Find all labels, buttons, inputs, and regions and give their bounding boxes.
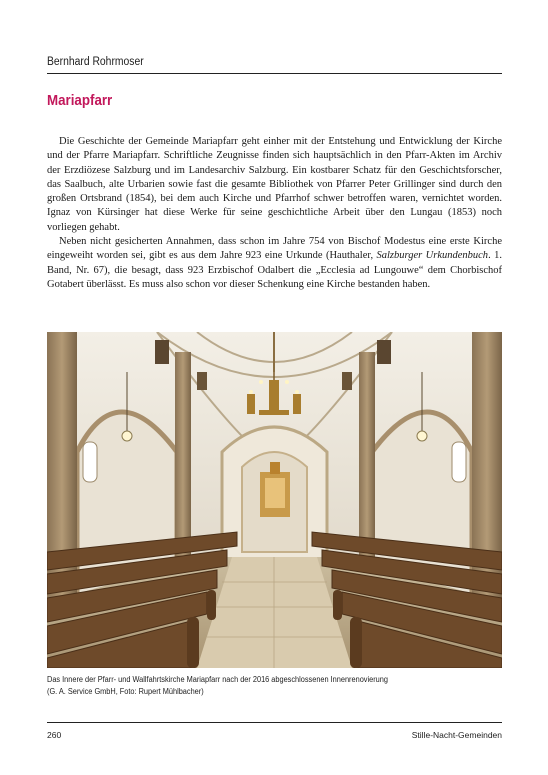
paragraph-2: Neben nicht gesicherten Annahmen, dass schon im Jahre 754 von Bischof Modestus eine erste Kirche eingeweiht worden sei, gibt es aus dem Jahre 923 eine Urkunde (Hauthaler, Salzburger Urkundenbuch. 1. Band, Nr. 67), die besagt, dass 923 Erzbischof Odalbert die „Ecclesia ad Lungouwe“ dem Chorbischof Gotabert überlässt. Es muss also schon vor dieser Schenkung eine Kirche bestanden haben. [47,236,503,290]
footer-rule [47,722,502,723]
caption-line-1: Das Innere der Pfarr- und Wallfahrtskirche Mariapfarr nach der 2016 abgeschlossenen Innenrenovierung [47,675,388,684]
header-rule [47,73,502,74]
church-interior-photo [47,332,502,668]
caption-credit: (G. A. Service GmbH, Foto: Rupert Mühlbacher) [47,687,204,696]
page-number: 260 [47,730,62,740]
book-title: Salzburger Urkundenbuch [376,250,489,262]
section-title: Mariapfarr [47,93,113,109]
figure-caption [47,674,466,698]
body-text [47,135,502,292]
running-header-author: Bernhard Rohrmoser [47,56,144,68]
series-title: Stille-Nacht-Gemeinden [411,730,502,740]
paragraph-1: Die Geschichte der Gemeinde Mariapfarr geht einher mit der Entstehung und Entwicklung der Kirche und der Pfarre Mariapfarr. Schriftliche Zeugnisse finden sich hauptsächlich in den Pfarr-Akten im Archiv der Erzdiözese Salzburg und im Landesarchiv Salzburg. Ein kostbarer Schatz für den Geschichtsforscher, das Saalbuch, alte Urbarien sowie fast die gesamte Bibliothek von Pfarrer Peter Grillinger sind durch den großen Ortsbrand (1854), bei dem auch Kirche und Pfarrhof schwer betroffen waren, vernichtet worden. Ignaz von Kürsinger hat diese Werke für seine geschichtliche Arbeit über den Lungau (1853) noch vorliegen gehabt. [47,136,502,233]
